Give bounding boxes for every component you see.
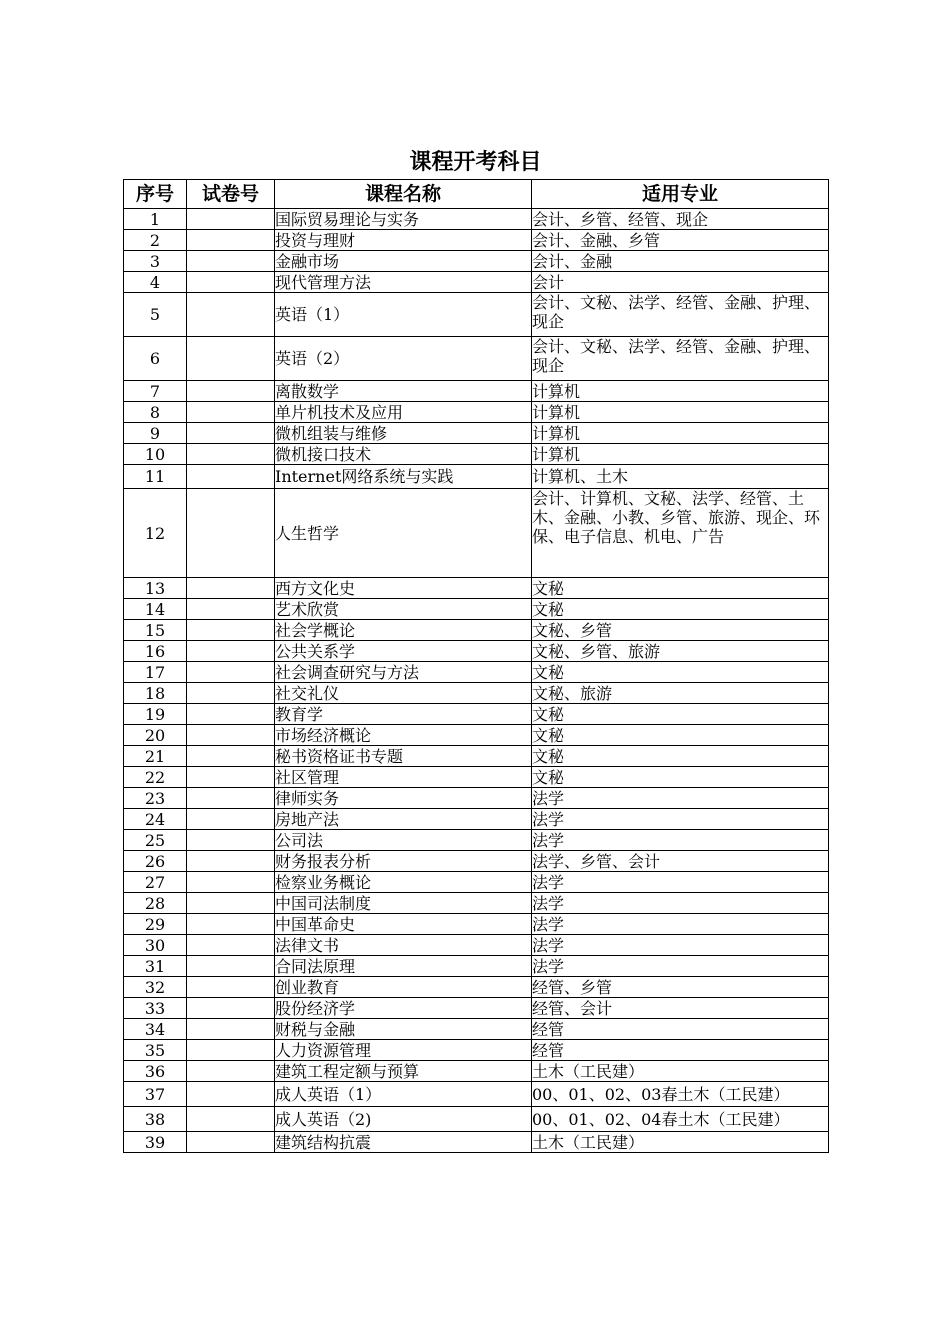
serial-no-cell: 21 <box>124 746 187 767</box>
table-row <box>124 1040 829 1061</box>
header-course-name: 课程名称 <box>275 180 532 209</box>
paper-no-cell <box>187 293 275 337</box>
course-name-cell: 创业教育 <box>275 977 532 998</box>
applicable-majors-cell: 经管 <box>532 1019 829 1040</box>
applicable-majors-cell: 法学 <box>532 914 829 935</box>
course-name-cell: 检察业务概论 <box>275 872 532 893</box>
paper-no-cell <box>187 788 275 809</box>
course-name-cell: 公共关系学 <box>275 641 532 662</box>
table-row <box>124 809 829 830</box>
serial-no-cell: 11 <box>124 465 187 489</box>
paper-no-cell <box>187 251 275 272</box>
paper-no-cell <box>187 209 275 230</box>
table-row <box>124 977 829 998</box>
table-row <box>124 851 829 872</box>
page-title: 课程开考科目 <box>409 149 542 175</box>
table-row <box>124 272 829 293</box>
serial-no-cell: 35 <box>124 1040 187 1061</box>
course-name-cell: 英语（2） <box>275 337 532 381</box>
course-name-cell: 社交礼仪 <box>275 683 532 704</box>
table-row <box>124 830 829 851</box>
applicable-majors-cell: 会计、乡管、经管、现企 <box>532 209 829 230</box>
applicable-majors-cell: 法学 <box>532 872 829 893</box>
paper-no-cell <box>187 683 275 704</box>
course-name-cell: 建筑工程定额与预算 <box>275 1061 532 1082</box>
course-name-cell: 英语（1） <box>275 293 532 337</box>
table-body <box>124 209 829 1153</box>
table-row <box>124 1082 829 1107</box>
course-name-cell: 现代管理方法 <box>275 272 532 293</box>
applicable-majors-cell: 文秘、旅游 <box>532 683 829 704</box>
serial-no-cell: 37 <box>124 1082 187 1107</box>
applicable-majors-cell: 会计 <box>532 272 829 293</box>
serial-no-cell: 15 <box>124 620 187 641</box>
course-table <box>123 179 829 1153</box>
serial-no-cell: 8 <box>124 402 187 423</box>
serial-no-cell: 19 <box>124 704 187 725</box>
serial-no-cell: 7 <box>124 381 187 402</box>
course-name-cell: 西方文化史 <box>275 578 532 599</box>
applicable-majors-cell: 土木（工民建） <box>532 1061 829 1082</box>
paper-no-cell <box>187 872 275 893</box>
applicable-majors-cell: 文秘 <box>532 662 829 683</box>
paper-no-cell <box>187 746 275 767</box>
applicable-majors-cell: 文秘、乡管 <box>532 620 829 641</box>
serial-no-cell: 23 <box>124 788 187 809</box>
paper-no-cell <box>187 1019 275 1040</box>
paper-no-cell <box>187 489 275 578</box>
header-serial-no: 序号 <box>124 180 187 209</box>
paper-no-cell <box>187 1107 275 1132</box>
paper-no-cell <box>187 809 275 830</box>
table-row <box>124 662 829 683</box>
table-row <box>124 230 829 251</box>
paper-no-cell <box>187 956 275 977</box>
serial-no-cell: 29 <box>124 914 187 935</box>
paper-no-cell <box>187 662 275 683</box>
table-row <box>124 725 829 746</box>
course-name-cell: 成人英语（1） <box>275 1082 532 1107</box>
applicable-majors-cell: 会计、金融 <box>532 251 829 272</box>
table-row <box>124 423 829 444</box>
applicable-majors-cell: 法学、乡管、会计 <box>532 851 829 872</box>
serial-no-cell: 18 <box>124 683 187 704</box>
course-name-cell: 社会调查研究与方法 <box>275 662 532 683</box>
paper-no-cell <box>187 935 275 956</box>
serial-no-cell: 26 <box>124 851 187 872</box>
course-name-cell: 社区管理 <box>275 767 532 788</box>
course-name-cell: Internet网络系统与实践 <box>275 465 532 489</box>
course-name-cell: 财税与金融 <box>275 1019 532 1040</box>
paper-no-cell <box>187 914 275 935</box>
serial-no-cell: 20 <box>124 725 187 746</box>
applicable-majors-cell: 文秘 <box>532 767 829 788</box>
applicable-majors-cell: 经管、会计 <box>532 998 829 1019</box>
serial-no-cell: 33 <box>124 998 187 1019</box>
paper-no-cell <box>187 1061 275 1082</box>
table-row <box>124 1019 829 1040</box>
applicable-majors-cell: 计算机 <box>532 402 829 423</box>
paper-no-cell <box>187 620 275 641</box>
serial-no-cell: 17 <box>124 662 187 683</box>
applicable-majors-cell: 经管 <box>532 1040 829 1061</box>
table-row <box>124 767 829 788</box>
course-name-cell: 社会学概论 <box>275 620 532 641</box>
applicable-majors-cell: 会计、金融、乡管 <box>532 230 829 251</box>
serial-no-cell: 30 <box>124 935 187 956</box>
paper-no-cell <box>187 1040 275 1061</box>
applicable-majors-cell: 文秘、乡管、旅游 <box>532 641 829 662</box>
serial-no-cell: 39 <box>124 1132 187 1153</box>
serial-no-cell: 22 <box>124 767 187 788</box>
paper-no-cell <box>187 402 275 423</box>
applicable-majors-cell: 计算机 <box>532 381 829 402</box>
paper-no-cell <box>187 381 275 402</box>
course-name-cell: 中国司法制度 <box>275 893 532 914</box>
serial-no-cell: 9 <box>124 423 187 444</box>
table-row <box>124 444 829 465</box>
applicable-majors-cell: 法学 <box>532 893 829 914</box>
paper-no-cell <box>187 1132 275 1153</box>
course-name-cell: 金融市场 <box>275 251 532 272</box>
table-row <box>124 599 829 620</box>
serial-no-cell: 14 <box>124 599 187 620</box>
serial-no-cell: 13 <box>124 578 187 599</box>
serial-no-cell: 2 <box>124 230 187 251</box>
course-name-cell: 艺术欣赏 <box>275 599 532 620</box>
table-row <box>124 402 829 423</box>
table-row <box>124 620 829 641</box>
header-applicable-majors: 适用专业 <box>532 180 829 209</box>
applicable-majors-cell: 法学 <box>532 830 829 851</box>
course-name-cell: 单片机技术及应用 <box>275 402 532 423</box>
serial-no-cell: 28 <box>124 893 187 914</box>
course-name-cell: 投资与理财 <box>275 230 532 251</box>
table-row <box>124 293 829 337</box>
paper-no-cell <box>187 337 275 381</box>
paper-no-cell <box>187 1082 275 1107</box>
applicable-majors-cell: 文秘 <box>532 704 829 725</box>
applicable-majors-cell: 法学 <box>532 788 829 809</box>
paper-no-cell <box>187 830 275 851</box>
serial-no-cell: 1 <box>124 209 187 230</box>
table-row <box>124 914 829 935</box>
table-row <box>124 1061 829 1082</box>
paper-no-cell <box>187 230 275 251</box>
table-row <box>124 381 829 402</box>
table-row <box>124 465 829 489</box>
serial-no-cell: 27 <box>124 872 187 893</box>
course-name-cell: 股份经济学 <box>275 998 532 1019</box>
course-name-cell: 市场经济概论 <box>275 725 532 746</box>
paper-no-cell <box>187 893 275 914</box>
serial-no-cell: 12 <box>124 489 187 578</box>
course-name-cell: 微机组装与维修 <box>275 423 532 444</box>
serial-no-cell: 31 <box>124 956 187 977</box>
course-name-cell: 微机接口技术 <box>275 444 532 465</box>
table-row <box>124 998 829 1019</box>
course-name-cell: 建筑结构抗震 <box>275 1132 532 1153</box>
applicable-majors-cell: 计算机、土木 <box>532 465 829 489</box>
serial-no-cell: 6 <box>124 337 187 381</box>
applicable-majors-cell: 计算机 <box>532 444 829 465</box>
paper-no-cell <box>187 465 275 489</box>
table-row <box>124 893 829 914</box>
course-name-cell: 房地产法 <box>275 809 532 830</box>
course-name-cell: 秘书资格证书专题 <box>275 746 532 767</box>
applicable-majors-cell: 文秘 <box>532 578 829 599</box>
serial-no-cell: 34 <box>124 1019 187 1040</box>
serial-no-cell: 3 <box>124 251 187 272</box>
course-name-cell: 财务报表分析 <box>275 851 532 872</box>
course-name-cell: 中国革命史 <box>275 914 532 935</box>
course-name-cell: 法律文书 <box>275 935 532 956</box>
table-row <box>124 935 829 956</box>
serial-no-cell: 4 <box>124 272 187 293</box>
applicable-majors-cell: 文秘 <box>532 599 829 620</box>
table-row <box>124 337 829 381</box>
table-row <box>124 641 829 662</box>
applicable-majors-cell: 会计、计算机、文秘、法学、经管、土木、金融、小教、乡管、旅游、现企、环保、电子信息、机电、广告 <box>532 489 829 578</box>
course-name-cell: 律师实务 <box>275 788 532 809</box>
serial-no-cell: 10 <box>124 444 187 465</box>
course-name-cell: 国际贸易理论与实务 <box>275 209 532 230</box>
serial-no-cell: 16 <box>124 641 187 662</box>
paper-no-cell <box>187 599 275 620</box>
applicable-majors-cell: 00、01、02、04春土木（工民建） <box>532 1107 829 1132</box>
course-name-cell: 合同法原理 <box>275 956 532 977</box>
applicable-majors-cell: 土木（工民建） <box>532 1132 829 1153</box>
paper-no-cell <box>187 272 275 293</box>
serial-no-cell: 24 <box>124 809 187 830</box>
table-row <box>124 1132 829 1153</box>
course-name-cell: 离散数学 <box>275 381 532 402</box>
serial-no-cell: 36 <box>124 1061 187 1082</box>
course-name-cell: 人力资源管理 <box>275 1040 532 1061</box>
table-row <box>124 1107 829 1132</box>
course-name-cell: 成人英语（2) <box>275 1107 532 1132</box>
serial-no-cell: 32 <box>124 977 187 998</box>
applicable-majors-cell: 文秘 <box>532 746 829 767</box>
header-paper-no: 试卷号 <box>187 180 275 209</box>
applicable-majors-cell: 计算机 <box>532 423 829 444</box>
paper-no-cell <box>187 423 275 444</box>
paper-no-cell <box>187 767 275 788</box>
table-row <box>124 578 829 599</box>
serial-no-cell: 38 <box>124 1107 187 1132</box>
paper-no-cell <box>187 444 275 465</box>
applicable-majors-cell: 经管、乡管 <box>532 977 829 998</box>
serial-no-cell: 5 <box>124 293 187 337</box>
course-name-cell: 人生哲学 <box>275 489 532 578</box>
applicable-majors-cell: 文秘 <box>532 725 829 746</box>
applicable-majors-cell: 会计、文秘、法学、经管、金融、护理、现企 <box>532 337 829 381</box>
paper-no-cell <box>187 851 275 872</box>
applicable-majors-cell: 00、01、02、03春土木（工民建） <box>532 1082 829 1107</box>
paper-no-cell <box>187 725 275 746</box>
table-row <box>124 209 829 230</box>
table-row <box>124 746 829 767</box>
table-row <box>124 251 829 272</box>
serial-no-cell: 25 <box>124 830 187 851</box>
paper-no-cell <box>187 998 275 1019</box>
table-row <box>124 489 829 578</box>
paper-no-cell <box>187 578 275 599</box>
paper-no-cell <box>187 704 275 725</box>
applicable-majors-cell: 法学 <box>532 935 829 956</box>
table-row <box>124 788 829 809</box>
table-row <box>124 956 829 977</box>
course-name-cell: 教育学 <box>275 704 532 725</box>
paper-no-cell <box>187 641 275 662</box>
paper-no-cell <box>187 977 275 998</box>
course-name-cell: 公司法 <box>275 830 532 851</box>
table-row <box>124 683 829 704</box>
applicable-majors-cell: 法学 <box>532 809 829 830</box>
header-row <box>124 180 829 209</box>
applicable-majors-cell: 会计、文秘、法学、经管、金融、护理、现企 <box>532 293 829 337</box>
table-row <box>124 872 829 893</box>
applicable-majors-cell: 法学 <box>532 956 829 977</box>
table-row <box>124 704 829 725</box>
